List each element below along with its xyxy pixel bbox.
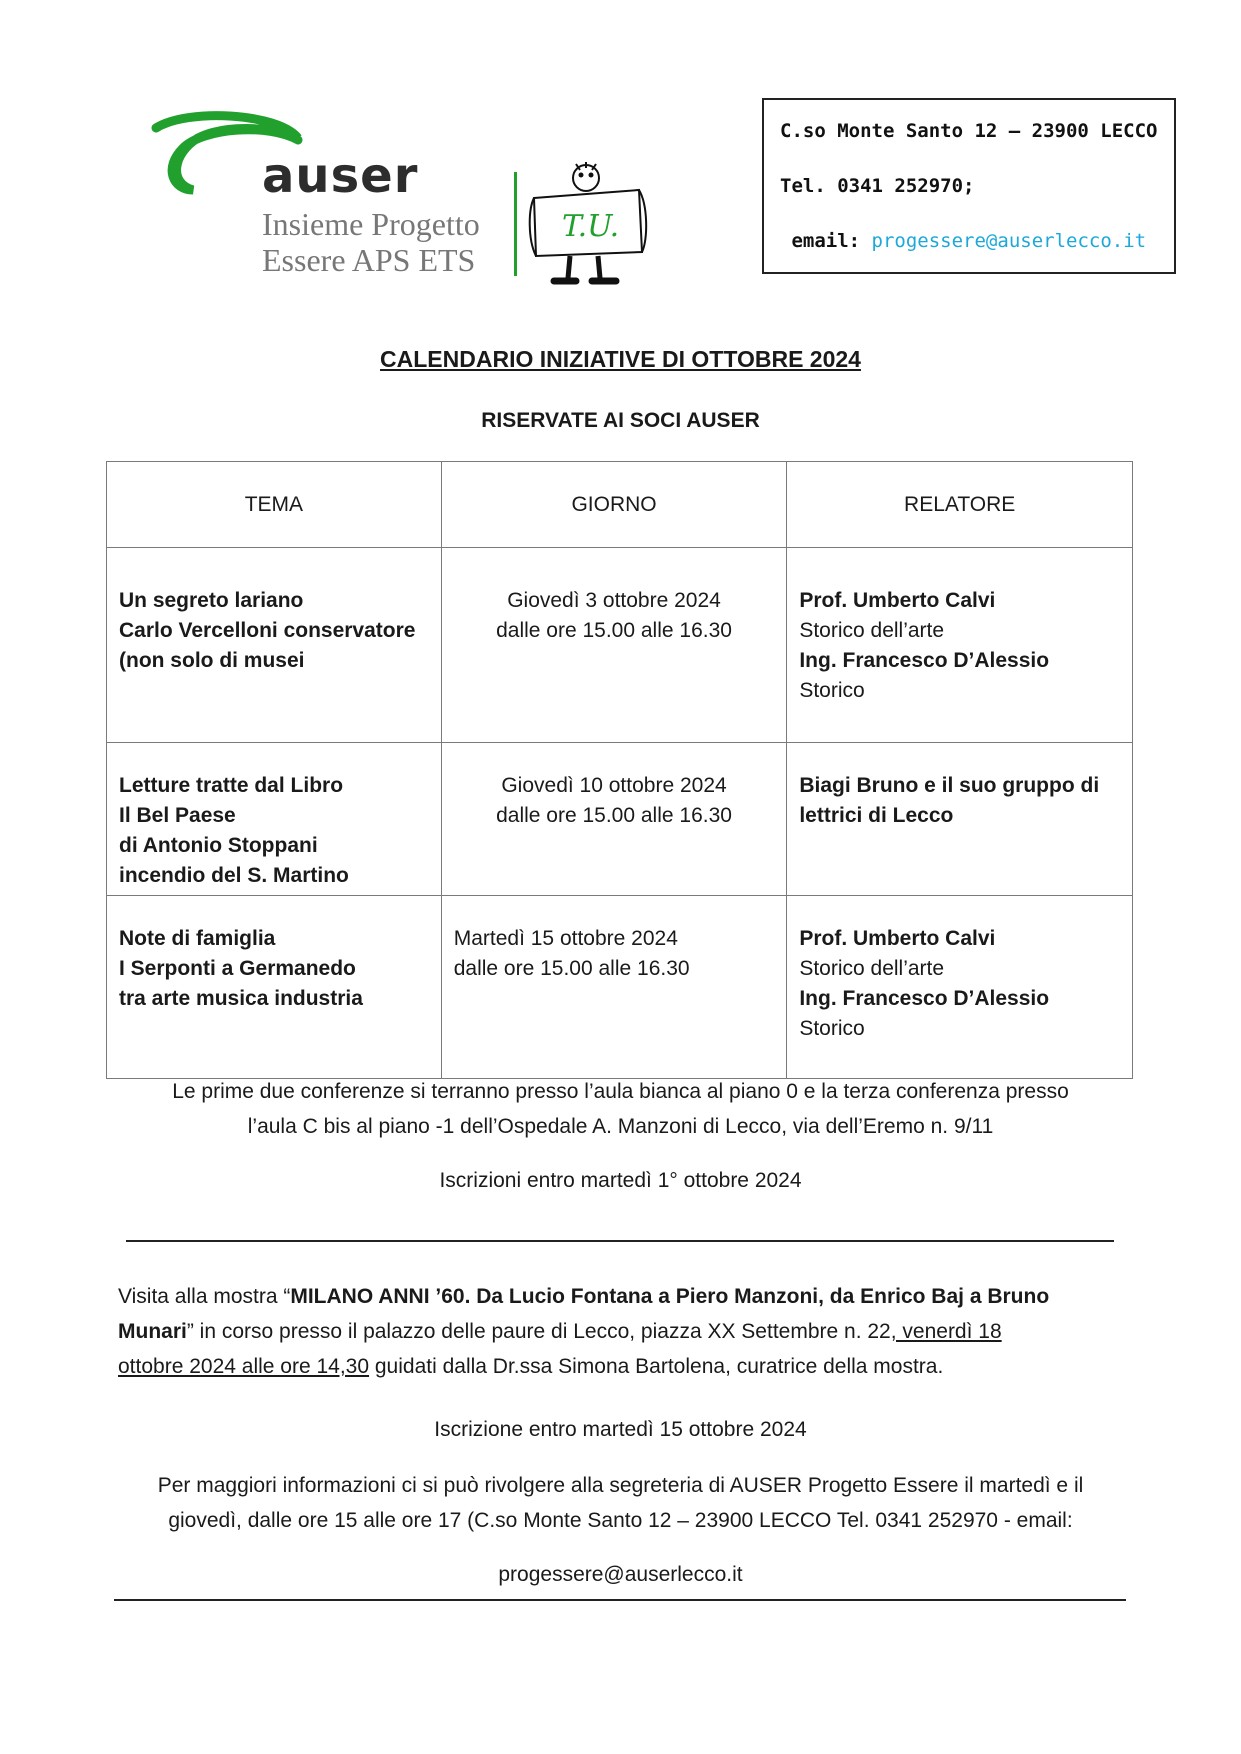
contact-address: C.so Monte Santo 12 – 23900 LECCO — [780, 120, 1158, 142]
visit-date-2: ottobre 2024 alle ore 14,30 — [118, 1355, 370, 1378]
cell-tema — [107, 548, 442, 743]
page-title-text: CALENDARIO INIZIATIVE DI OTTOBRE 2024 — [380, 346, 861, 372]
logo-divider — [514, 172, 517, 276]
registration-note-1: Iscrizioni entro martedì 1° ottobre 2024 — [439, 1169, 802, 1192]
header-relatore: RELATORE — [787, 462, 1133, 548]
contact-email-label: email: — [791, 230, 861, 252]
tema-line: di Antonio Stoppani — [119, 834, 318, 857]
logo-subtitle-1: Insieme Progetto — [262, 206, 480, 242]
venue-note — [0, 1074, 1241, 1144]
auser-logo — [140, 100, 680, 290]
header-tema: TEMA — [107, 462, 442, 548]
logo-subtitle-2: Essere APS ETS — [262, 242, 476, 278]
page-title — [0, 346, 1241, 373]
relatore-line: Biagi Bruno e il suo gruppo di — [799, 774, 1100, 797]
cell-relatore — [787, 896, 1133, 1079]
venue-line-2: l’aula C bis al piano -1 dell’Ospedale A. Manzoni di Lecco, via dell’Eremo n. 9/11 — [247, 1115, 994, 1138]
visit-line-3 — [118, 1349, 1118, 1384]
tema-line: Il Bel Paese — [119, 804, 236, 827]
cell-relatore — [787, 548, 1133, 743]
visit-prefix: Visita alla mostra “ — [118, 1285, 291, 1308]
visit-guide: guidati dalla Dr.ssa Simona Bartolena, curatrice della mostra. — [369, 1355, 944, 1378]
cell-tema — [107, 896, 442, 1079]
table-row — [107, 896, 1133, 1079]
cell-giorno — [441, 743, 787, 896]
tema-line: tra arte musica industria — [119, 987, 363, 1010]
mascot-text: T.U. — [562, 209, 620, 244]
section-divider — [126, 1240, 1114, 1242]
relatore-line: Ing. Francesco D’Alessio — [799, 987, 1050, 1010]
exhibit-title-1: MILANO ANNI ’60. Da Lucio Fontana a Piero Manzoni, da Enrico Baj a Bruno — [290, 1285, 1050, 1308]
giorno-line: Giovedì 3 ottobre 2024 — [507, 589, 721, 612]
tema-line: (non solo di musei — [119, 649, 305, 672]
logo-brand: auser — [262, 148, 419, 204]
cell-giorno — [441, 548, 787, 743]
table-header-row — [107, 462, 1133, 548]
table-row — [107, 548, 1133, 743]
giorno-line: dalle ore 15.00 alle 16.30 — [496, 804, 732, 827]
tema-line: Carlo Vercelloni conservatore — [119, 619, 416, 642]
contact-email-line — [780, 224, 1158, 279]
relatore-line: Storico — [799, 679, 865, 702]
header-giorno: GIORNO — [441, 462, 787, 548]
info-paragraph — [0, 1468, 1241, 1538]
relatore-line: lettrici di Lecco — [799, 804, 954, 827]
cell-tema — [107, 743, 442, 896]
table-row — [107, 743, 1133, 896]
contact-email-link[interactable]: progessere@auserlecco.it — [871, 230, 1147, 252]
visit-line-2 — [118, 1314, 1118, 1349]
giorno-line: Giovedì 10 ottobre 2024 — [501, 774, 727, 797]
venue-line-1: Le prime due conferenze si terranno presso l’aula bianca al piano 0 e la terza conferenza presso — [172, 1080, 1069, 1103]
cell-giorno — [441, 896, 787, 1079]
info-line-2: giovedì, dalle ore 15 alle ore 17 (C.so Monte Santo 12 – 23900 LECCO Tel. 0341 252970 - email: — [168, 1509, 1073, 1532]
giorno-line: Martedì 15 ottobre 2024 — [453, 927, 678, 950]
page-subtitle: RISERVATE AI SOCI AUSER — [481, 409, 760, 432]
exhibit-title-2: Munari — [118, 1320, 187, 1343]
relatore-line: Prof. Umberto Calvi — [799, 927, 996, 950]
tema-line: Un segreto lariano — [119, 589, 304, 612]
visit-date-1: , venerdì 18 — [890, 1320, 1002, 1343]
tema-line: Letture tratte dal Libro — [119, 774, 344, 797]
relatore-line: Ing. Francesco D’Alessio — [799, 649, 1050, 672]
relatore-line: Storico dell’arte — [799, 619, 945, 642]
events-table — [106, 461, 1133, 1079]
cell-relatore — [787, 743, 1133, 896]
visit-paragraph — [118, 1279, 1118, 1384]
giorno-line: dalle ore 15.00 alle 16.30 — [453, 957, 690, 980]
info-email-link[interactable]: progessere@auserlecco.it — [498, 1563, 743, 1586]
contact-phone: Tel. 0341 252970; — [780, 175, 975, 197]
registration-note-2: Iscrizione entro martedì 15 ottobre 2024 — [434, 1418, 807, 1441]
mascot-icon — [524, 160, 654, 290]
relatore-line: Storico dell’arte — [799, 957, 945, 980]
visit-line-1 — [118, 1279, 1118, 1314]
footer-divider — [114, 1599, 1126, 1601]
contact-box — [762, 98, 1176, 274]
info-line-1: Per maggiori informazioni ci si può rivolgere alla segreteria di AUSER Progetto Essere il martedì e il — [157, 1474, 1084, 1497]
visit-location: ” in corso presso il palazzo delle paure di Lecco, piazza XX Settembre n. 22 — [186, 1320, 891, 1343]
giorno-line: dalle ore 15.00 alle 16.30 — [496, 619, 732, 642]
tema-line: incendio del S. Martino — [119, 864, 349, 887]
tema-line: I Serponti a Germanedo — [119, 957, 356, 980]
relatore-line: Storico — [799, 1017, 865, 1040]
info-email — [0, 1557, 1241, 1592]
tema-line: Note di famiglia — [119, 927, 276, 950]
relatore-line: Prof. Umberto Calvi — [799, 589, 996, 612]
